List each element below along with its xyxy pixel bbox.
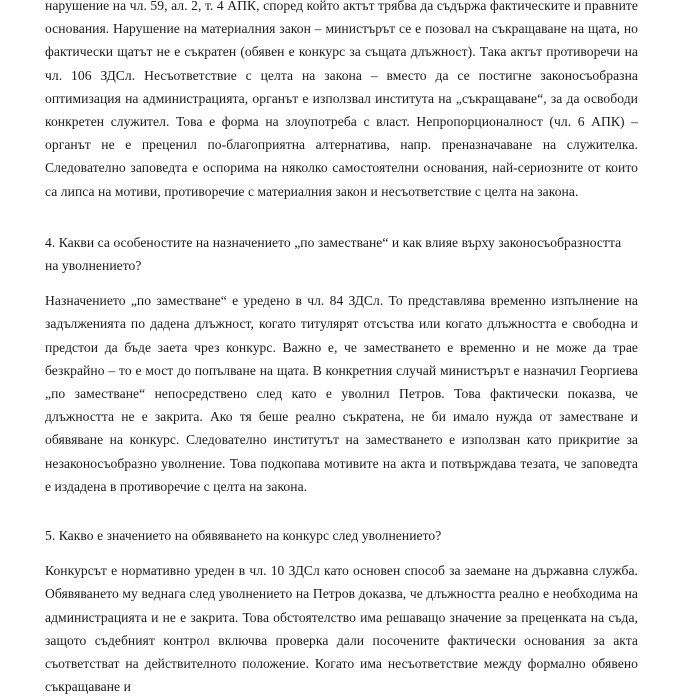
- document-body: [45, 0, 638, 698]
- answer-4-wrapper: [45, 289, 638, 498]
- paragraph-spacer-2: [45, 498, 638, 524]
- question-5: 5. Какво е значението на обявяването на конкурс след уволнението?: [45, 528, 442, 544]
- answer-4: Назначението „по заместване“ е уредено в чл. 84 ЗДСл. То представлява временно изпълнение на задълженията по дадена длъжност, когато титулярят отсъства или когато длъжността е свободна и предстои да бъде заета чрез конкурс. Важно е, че заместването е временно и не може да трае безкрайно – то е мост до попълване на щата. В конкретния случай министърът е назначил Георгиева „по заместване“ непосредствено след като е уволнил Петров. Това фактически показва, че длъжността не е закрита. Ако тя беше реално съкратена, не би имало нужда от заместване и обявяване на конкурс. Следователно институтът на заместването е използван като прикритие за незаконосъобразно уволнение. Това подкопава мотивите на акта и потвърждава тезата, че заповедта е издадена в противоречие с целта на закона.: [45, 293, 638, 494]
- question-4: 4. Какви са особеностите на назначението „по заместване“ и как влияе върху законосъобразността на уволнението?: [45, 234, 622, 274]
- answer-5-wrapper: [45, 559, 638, 698]
- answer-5: Конкурсът е нормативно уреден в чл. 10 ЗДСл като основен способ за заемане на държавна служба. Обявяването му веднага след уволнението на Петров доказва, че длъжността реално е необходима на администрацията и не е закрита. Това обстоятелство има решаващо значение за преценката на съда, защото съдебният контрол включва проверка дали посочените фактически основания за акта съответстват на действителното положение. Когато има несъответствие между формално обявено съкращаване и: [45, 563, 638, 695]
- paragraph-intro-continued: нарушение на чл. 59, ал. 2, т. 4 АПК, според който актът трябва да съдържа фактическите и правните основания. Нарушение на материалния закон – министърът се е позовал на съкращаване на щата, но фактически щатът не е съкратен (обявен е конкурс за същата длъжност). Така актът противоречи на чл. 106 ЗДСл. Несъответствие с целта на закона – вместо да се постигне законосъобразна оптимизация на администрацията, органът е използвал института на „съкращаване“, за да освободи конкретен служител. Това е форма на злоупотреба с власт. Непропорционалност (чл. 6 АПК) – органът не е преценил по-благоприятна алтернатива, напр. преназначаване на служителка. Следователно заповедта е оспорима на няколко самостоятелни основания, най-сериозните от които са липса на мотиви, противоречие с материалния закон и несъответствие с целта на закона.: [45, 0, 638, 199]
- paragraph-spacer-1: [45, 203, 638, 231]
